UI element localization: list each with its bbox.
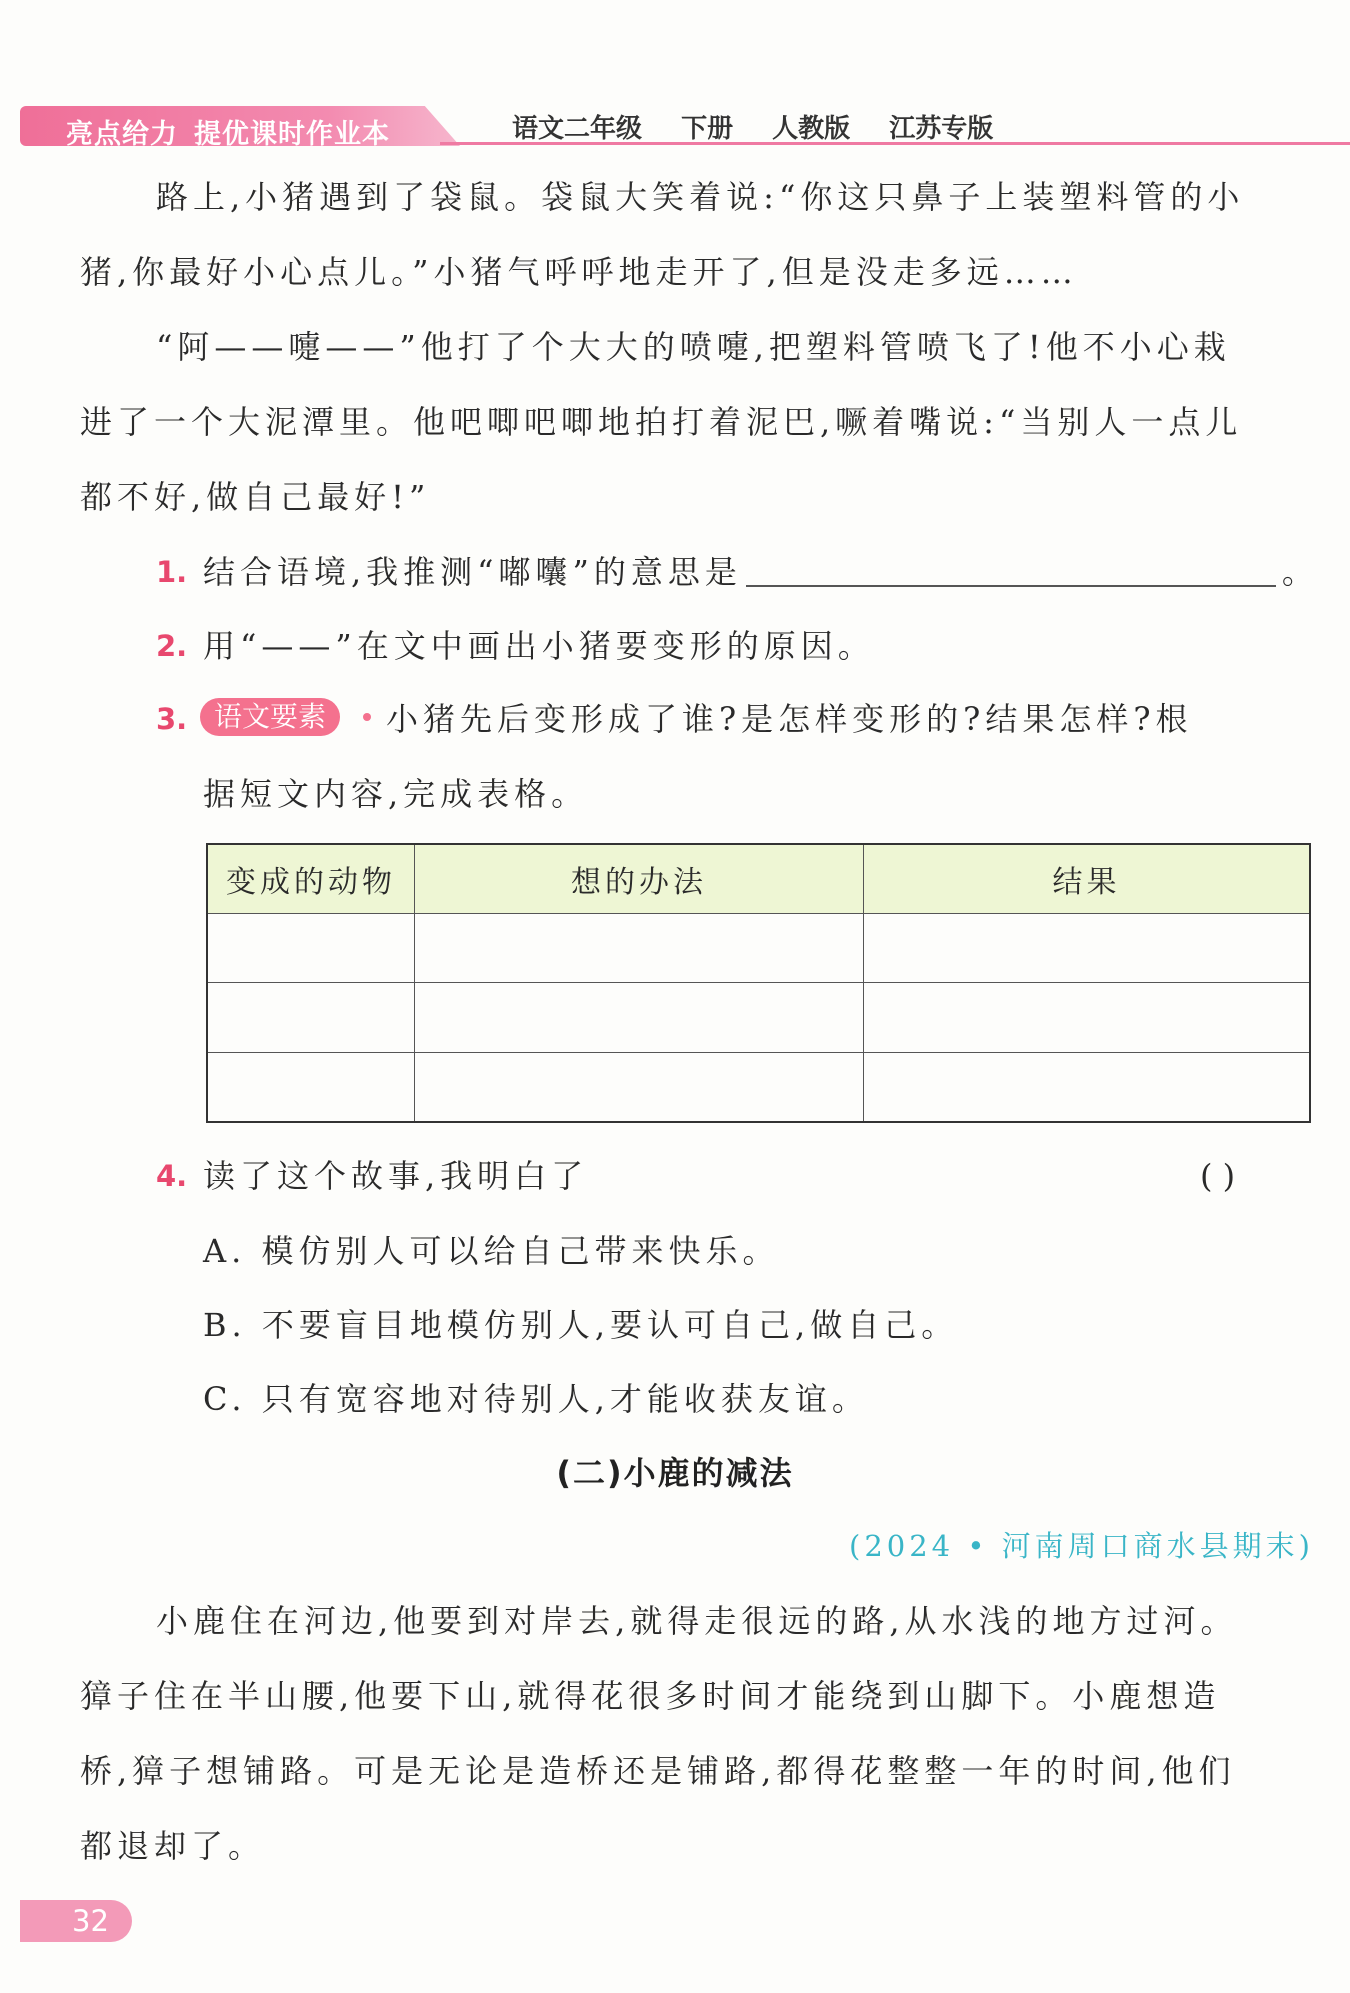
table-row — [207, 983, 1310, 1052]
table-header-row — [207, 844, 1310, 914]
answer-blank[interactable] — [746, 555, 1276, 587]
question-number: 3. — [156, 702, 188, 736]
answer-table — [206, 843, 1311, 1123]
table-cell[interactable] — [207, 914, 415, 983]
question-number: 2. — [156, 629, 188, 663]
subject-grade: 语文二年级 — [512, 114, 643, 144]
region: 江苏专版 — [889, 114, 994, 144]
passage-line: 进了一个大泥潭里。他吧唧吧唧地拍打着泥巴,噘着嘴说:“当别人一点儿 — [80, 403, 1243, 441]
table-cell[interactable] — [415, 1052, 864, 1122]
table-cell[interactable] — [864, 983, 1311, 1052]
table-cell[interactable] — [864, 1052, 1311, 1122]
question-text: 读了这个故事,我明白了 — [203, 1157, 589, 1195]
table-cell[interactable] — [207, 1052, 415, 1122]
section-title: (二)小鹿的减法 — [556, 1454, 794, 1492]
table-cell[interactable] — [207, 983, 415, 1052]
page-header — [0, 100, 1350, 152]
question-number: 1. — [156, 555, 188, 589]
question-text: 小猪先后变形成了谁?是怎样变形的?结果怎样?根 — [386, 700, 1193, 738]
source-citation: (2024 • 河南周口商水县期末) — [849, 1529, 1314, 1563]
passage-line: 小鹿住在河边,他要到对岸去,就得走很远的路,从水浅的地方过河。 — [156, 1602, 1238, 1640]
passage-line: 桥,獐子想铺路。可是无论是造桥还是铺路,都得花整整一年的时间,他们 — [80, 1752, 1236, 1790]
table-row — [207, 1052, 1310, 1122]
option-c: C. 只有宽容地对待别人,才能收获友谊。 — [203, 1380, 869, 1418]
table-header-result: 结果 — [864, 844, 1311, 914]
passage-line: 都退却了。 — [80, 1827, 266, 1865]
passage-line: “阿——嚏——”他打了个大大的喷嚏,把塑料管喷飞了!他不小心栽 — [156, 328, 1231, 366]
table-cell[interactable] — [864, 914, 1311, 983]
table-header-animal: 变成的动物 — [207, 844, 415, 914]
passage-line: 獐子住在半山腰,他要下山,就得花很多时间才能绕到山脚下。小鹿想造 — [80, 1677, 1221, 1715]
question-number: 4. — [156, 1159, 188, 1193]
option-a: A. 模仿别人可以给自己带来快乐。 — [203, 1232, 780, 1270]
brand-name: 亮点给力 — [66, 119, 178, 150]
chinese-elements-badge: 语文要素 — [200, 698, 340, 736]
question-1 — [203, 552, 1319, 592]
question-text: 结合语境,我推测“嘟囔”的意思是 — [203, 553, 742, 591]
brand-series: 提优课时作业本 — [194, 119, 390, 150]
table-cell[interactable] — [415, 914, 864, 983]
table-header-method: 想的办法 — [415, 844, 864, 914]
volume: 下册 — [681, 114, 734, 144]
question-end: 。 — [1281, 553, 1319, 591]
passage-line: 都不好,做自己最好!” — [80, 478, 431, 516]
question-text: 用“——”在文中画出小猪要变形的原因。 — [203, 627, 875, 665]
question-text: 据短文内容,完成表格。 — [203, 775, 589, 813]
option-b: B. 不要盲目地模仿别人,要认可自己,做自己。 — [203, 1306, 959, 1344]
badge-dot — [363, 713, 371, 721]
table-row — [207, 914, 1310, 983]
passage-line: 路上,小猪遇到了袋鼠。袋鼠大笑着说:“你这只鼻子上装塑料管的小 — [156, 178, 1245, 216]
answer-parentheses[interactable]: ( ) — [1200, 1157, 1236, 1195]
table-cell[interactable] — [415, 983, 864, 1052]
passage-line: 猪,你最好小心点儿。”小猪气呼呼地走开了,但是没走多远…… — [80, 253, 1078, 291]
edition: 人教版 — [772, 114, 851, 144]
header-book-info — [512, 108, 1023, 145]
page-number: 32 — [20, 1900, 132, 1942]
header-brand — [66, 112, 390, 151]
